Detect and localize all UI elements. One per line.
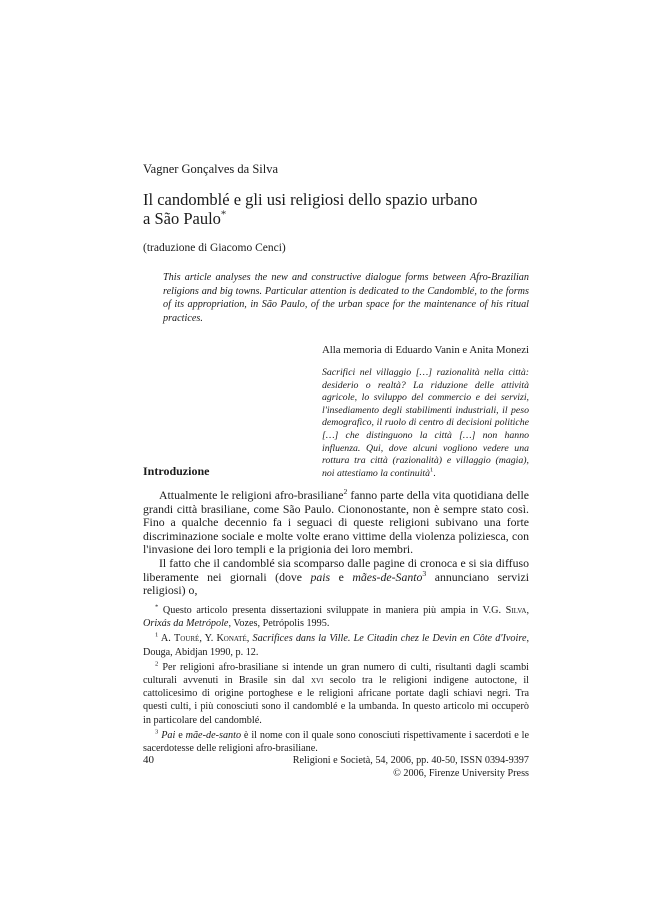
- journal-line-1: Religioni e Società, 54, 2006, pp. 40-50, ISSN 0394-9397: [292, 755, 529, 766]
- epigraph: Sacrifici nel villaggio […] razionalità nella città: desiderio o realtà? La riduzione delle attività agricole, lo sviluppo del commercio e dei servizi, l'insediamento degli stabilimenti industriali, il peso demografico, il ruolo di centro di decisioni politiche […] che distinguono la città […] non hanno influenza. Qui, dove alcuni vogliono vedere una rottura tra città (razionalità) e villaggio (magia), noi attestiamo la continuità$^1$.: [322, 367, 529, 479]
- abstract: This article analyses the new and constructive dialogue forms between Afro-Brazilian religions and big towns. Particular attention is dedicated to the Candomblé, to the forms of its appropriation, in São Paulo, of the urban space for the maintenance of his ritual practices.: [163, 272, 529, 324]
- footnote-1: $^1$ A. Touré, Y. Konaté, Sacrifices dans la Ville. Le Citadin chez le Devin en Côte d'Ivoire, Douga, Abidjan 1990, p. 12.: [143, 632, 530, 658]
- dedication: Alla memoria di Eduardo Vanin e Anita Monezi: [322, 344, 529, 356]
- body-paragraph-2: Il fatto che il candomblé sia scomparso dalle pagine di cronoca e si sia diffuso liberamente nei giornali (dove pais e mães-de-Santo$^3$ annunciano servizi religiosi) o,: [143, 555, 529, 598]
- title-line-2: a São Paulo*: [143, 208, 227, 228]
- journal-citation: [293, 754, 529, 780]
- title-footnote-mark: *: [220, 208, 227, 221]
- footnote-3: $^3$ Pai e mãe-de-santo è il nome con il quale sono conosciuti rispettivamente i sacerdoti e le sacerdotesse delle religioni afro-brasiliane.: [143, 728, 529, 755]
- journal-line-2: © 2006, Firenze University Press: [393, 768, 529, 779]
- footnotes: [143, 604, 529, 757]
- footnote-ref-2: 2: [343, 487, 348, 497]
- footnote-star: * Questo articolo presenta dissertazioni sviluppate in maniera più ampia in V.G. Silva, Orixás da Metrópole, Vozes, Petrópolis 1995.: [143, 603, 529, 630]
- footnote-ref-3: 3: [422, 568, 427, 578]
- translator-credit: (traduzione di Giacomo Cenci): [143, 242, 286, 254]
- body-text: [143, 489, 529, 598]
- article-title: [143, 190, 529, 228]
- page-number: 40: [143, 754, 154, 766]
- author-name: Vagner Gonçalves da Silva: [143, 162, 279, 176]
- footnote-2: $^2$ Per religioni afro-brasiliane si intende un gran numero di culti, risultanti dagli scambi culturali avvenuti in Brasile sin dal xvi secolo tra le religioni indigene autoctone, il cattolicesimo di origine portoghese e le religioni africane portate dagli schiavi negri. Tra questi culti, i più conosciuti sono il candomblé e la umbanda. In questo articolo mi occuperò in particolare del candomblé.: [143, 660, 530, 726]
- section-heading: Introduzione: [143, 464, 210, 478]
- epigraph-footnote-ref: 1: [430, 466, 434, 474]
- body-paragraph-1: Attualmente le religioni afro-brasiliane$^2$ fanno parte della vita quotidiana delle grandi città brasiliane, come São Paulo. Ciononostante, non è sempre stato così. Fino a qualche decennio fa i seguaci di queste religioni subivano una forte discriminazione sociale e molte volte erano vittime della violenza poliziesca, con l'invasione dei loro templi e la prigionia dei loro membri.: [143, 487, 529, 557]
- title-line-1: Il candomblé e gli usi religiosi dello spazio urbano: [143, 190, 478, 209]
